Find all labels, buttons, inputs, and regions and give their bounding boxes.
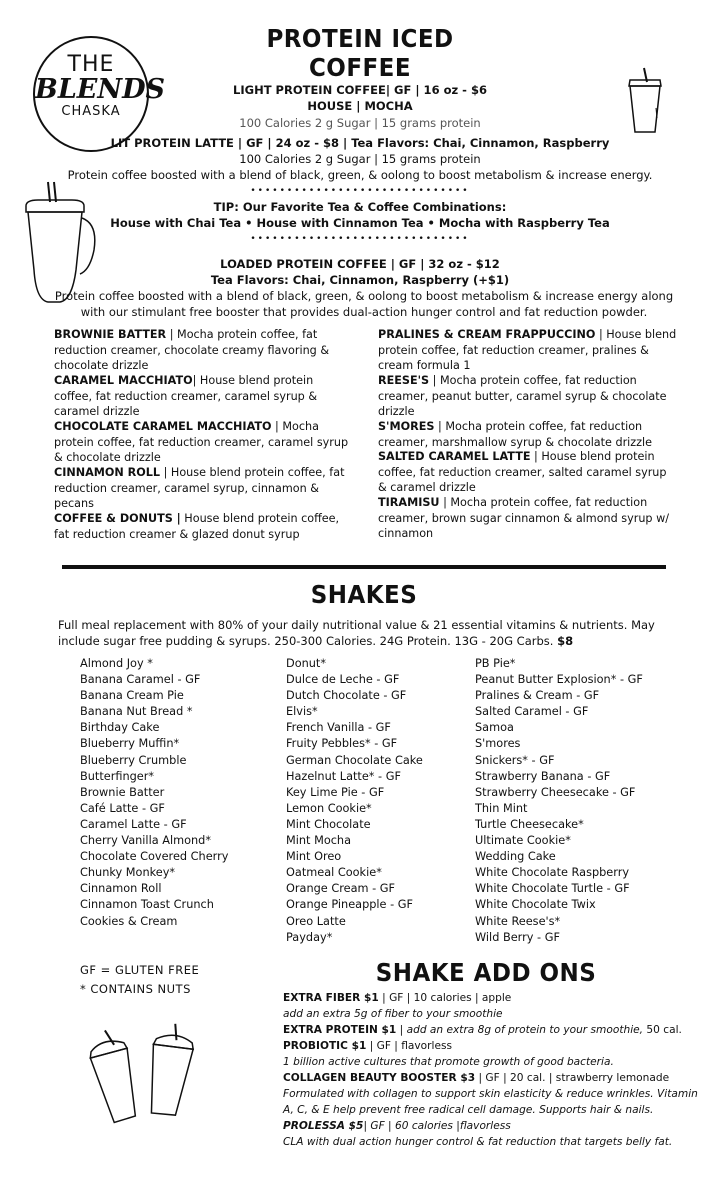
item-name: BROWNIE BATTER: [54, 328, 167, 341]
loaded-item: [378, 373, 678, 419]
item-desc: | House blend protein coffee, fat reduction creamer, caramel syrup & caramel drizzle: [54, 374, 318, 419]
loaded-item: [54, 373, 354, 419]
shake-item: Mint Chocolate: [286, 817, 371, 831]
light-heading: LIGHT PROTEIN COFFEE| GF | 16 oz - $6: [233, 83, 487, 97]
lit-heading: LIT PROTEIN LATTE | GF | 24 oz - $8 | Tea Flavors: Chai, Cinnamon, Raspberry: [110, 136, 610, 150]
shake-item: Chocolate Covered Cherry: [80, 850, 229, 864]
item-desc: | Mocha protein coffee, fat reduction creamer, chocolate creamy flavoring & chocolate drizzle: [54, 328, 330, 373]
shake-item: French Vanilla - GF: [286, 721, 391, 735]
logo-middle: BLENDS: [35, 74, 165, 105]
item-desc: | House blend protein coffee, fat reduction creamer, pralines & cream formula 1: [378, 328, 677, 373]
addon-desc-text: Formulated with collagen to support skin elasticity & reduce wrinkles. Vitamin: [283, 1088, 698, 1100]
item-desc: | Mocha protein coffee, fat reduction creamer, peanut butter, caramel syrup & chocolate drizzle: [378, 374, 667, 419]
item-name: COFFEE & DONUTS |: [54, 512, 181, 525]
shake-item: Snickers* - GF: [475, 753, 555, 767]
shake-item: Samoa: [475, 721, 514, 735]
loaded-items-right: [378, 327, 678, 542]
cup-icon-small: [620, 66, 672, 138]
addons-list: [283, 990, 698, 1150]
addons-title: SHAKE ADD ONS: [375, 958, 597, 987]
addon-desc: [283, 1134, 698, 1150]
shake-item: Ultimate Cookie*: [475, 834, 571, 848]
addon-probiotic: [283, 1038, 698, 1054]
shake-item: Banana Nut Bread *: [80, 705, 193, 719]
addon-desc: [283, 1006, 698, 1022]
addon-name: COLLAGEN BEAUTY BOOSTER $3: [283, 1072, 476, 1084]
shake-item: Mint Oreo: [286, 850, 342, 864]
shake-item: Wild Berry - GF: [475, 930, 560, 944]
shake-item: Elvis*: [286, 705, 318, 719]
addon-meta: | GF | 60 calories |flavorless: [363, 1120, 511, 1132]
shake-item: Salted Caramel - GF: [475, 705, 589, 719]
addon-name: PROLESSA $5: [283, 1120, 364, 1132]
item-name: CHOCOLATE CARAMEL MACCHIATO: [54, 420, 272, 433]
page-title: PROTEIN ICED COFFEE: [266, 24, 454, 82]
legend-nuts: * CONTAINS NUTS: [80, 982, 191, 996]
shake-item: White Reese's*: [475, 914, 561, 928]
logo-bottom: CHASKA: [61, 104, 121, 119]
addon-fiber: [283, 990, 698, 1006]
shake-item: Turtle Cheesecake*: [475, 817, 584, 831]
loaded-item: [378, 495, 678, 542]
shake-item: Key Lime Pie - GF: [286, 785, 385, 799]
light-nutrition: 100 Calories 2 g Sugar | 15 grams protein: [239, 116, 481, 130]
item-desc: | Mocha protein coffee, fat reduction creamer, marshmallow syrup & chocolate drizzle: [378, 420, 653, 449]
addon-protein: [283, 1022, 698, 1038]
shake-item: Almond Joy *: [80, 657, 153, 670]
addon-name: EXTRA PROTEIN $1: [283, 1024, 397, 1036]
loaded-item: [54, 511, 354, 542]
item-desc: House blend protein coffee, fat reduction creamer & glazed donut syrup: [54, 512, 340, 541]
shake-item: Strawberry Cheesecake - GF: [475, 785, 636, 799]
shakes-price: $8: [557, 634, 574, 648]
addon-desc-text: A, C, & E help prevent free radical cell damage. Supports hair & nails.: [283, 1104, 654, 1116]
shakes-intro: Full meal replacement with 80% of your daily nutritional value & 21 essential vitamins & nutrients. May: [58, 618, 655, 632]
addon-sep: |: [396, 1024, 407, 1036]
shake-item: Cherry Vanilla Almond*: [80, 834, 211, 848]
shake-item: White Chocolate Twix: [475, 898, 596, 912]
shake-item: Payday*: [286, 930, 333, 944]
shake-item: White Chocolate Raspberry: [475, 866, 630, 880]
addon-desc-text: add an extra 5g of fiber to your smoothie: [283, 1008, 503, 1020]
light-flavors: HOUSE | MOCHA: [307, 99, 413, 113]
two-cups-icon: [82, 1022, 212, 1132]
shakes-column-2: [286, 656, 423, 946]
shake-item: S'mores: [475, 737, 521, 751]
section-divider: [62, 565, 666, 569]
shake-item: Donut*: [286, 657, 327, 670]
addon-desc: [283, 1054, 698, 1070]
shake-item: Caramel Latte - GF: [80, 817, 187, 831]
shake-item: Lemon Cookie*: [286, 801, 372, 815]
loaded-tea: Tea Flavors: Chai, Cinnamon, Raspberry (+$1): [210, 273, 510, 287]
item-desc: | House blend protein coffee, fat reduction creamer, caramel syrup, cinnamon & pecans: [54, 466, 345, 511]
shake-item: Dutch Chocolate - GF: [286, 689, 407, 703]
logo-top: THE: [67, 52, 115, 77]
shake-item: Wedding Cake: [475, 850, 556, 864]
addon-name: EXTRA FIBER $1: [283, 992, 379, 1004]
addon-collagen: [283, 1070, 698, 1086]
item-desc: | Mocha protein coffee, fat reduction creamer, caramel syrup & chocolate drizzle: [54, 420, 349, 465]
addon-meta: 50 cal.: [643, 1024, 682, 1036]
divider-dots: ••••••••••••••••••••••••••••••: [250, 186, 470, 196]
addon-desc-text: CLA with dual action hunger control & fat reduction that targets belly fat.: [283, 1136, 673, 1148]
shake-item: White Chocolate Turtle - GF: [475, 882, 630, 896]
addon-meta: | GF | flavorless: [366, 1040, 453, 1052]
shake-item: Brownie Batter: [80, 785, 165, 799]
shake-item: Orange Pineapple - GF: [286, 898, 414, 912]
loaded-item: [54, 327, 354, 373]
shake-item: Banana Caramel - GF: [80, 673, 201, 687]
addon-desc-text: add an extra 8g of protein to your smoothie,: [406, 1024, 644, 1036]
tip-heading: TIP: Our Favorite Tea & Coffee Combinations:: [213, 200, 507, 214]
shake-item: Fruity Pebbles* - GF: [286, 737, 398, 751]
shake-item: German Chocolate Cake: [286, 753, 423, 767]
item-name: SALTED CARAMEL LATTE: [378, 450, 531, 463]
shake-item: Birthday Cake: [80, 721, 160, 735]
shake-item: Oreo Latte: [286, 914, 346, 928]
loaded-item: [378, 327, 678, 373]
shake-item: Oatmeal Cookie*: [286, 866, 382, 880]
item-name: CARAMEL MACCHIATO: [54, 374, 193, 387]
shake-item: Cinnamon Toast Crunch: [80, 898, 214, 912]
shake-item: PB Pie*: [475, 657, 516, 670]
loaded-description: Protein coffee boosted with a blend of black, green, & oolong to boost metabolism & increase energy along: [54, 289, 674, 303]
shakes-intro: [58, 633, 718, 649]
shakes-intro-text: include sugar free pudding & syrups. 250-300 Calories. 24G Protein. 13G - 20G Carbs.: [58, 634, 554, 648]
shake-item: Blueberry Crumble: [80, 753, 187, 767]
item-name: TIRAMISU: [378, 496, 440, 509]
shake-item: Mint Mocha: [286, 834, 352, 848]
item-desc: | Mocha protein coffee, fat reduction creamer, brown sugar cinnamon & almond syrup w/ cinnamon: [378, 496, 670, 541]
addon-prolessa: [283, 1118, 698, 1134]
shake-item: Strawberry Banana - GF: [475, 769, 611, 783]
addon-name: PROBIOTIC $1: [283, 1040, 367, 1052]
shake-item: Chunky Monkey*: [80, 866, 176, 880]
loaded-description: with our stimulant free booster that provides dual-action hunger control and fat reduction powder.: [80, 305, 648, 319]
shake-item: Cinnamon Roll: [80, 882, 162, 896]
addon-desc: [283, 1086, 698, 1102]
shake-item: Hazelnut Latte* - GF: [286, 769, 401, 783]
divider-dots: ••••••••••••••••••••••••••••••: [250, 234, 470, 244]
shake-item: Café Latte - GF: [80, 801, 165, 815]
lit-nutrition: 100 Calories 2 g Sugar | 15 grams protein: [239, 152, 481, 166]
shake-item: Pralines & Cream - GF: [475, 689, 600, 703]
shake-item: Banana Cream Pie: [80, 689, 184, 703]
addon-meta: | GF | 10 calories | apple: [378, 992, 512, 1004]
addon-desc-text: 1 billion active cultures that promote growth of good bacteria.: [283, 1056, 614, 1068]
legend-gf: GF = GLUTEN FREE: [80, 963, 200, 977]
shake-item: Orange Cream - GF: [286, 882, 396, 896]
loaded-item: [54, 419, 354, 465]
tip-combos: House with Chai Tea • House with Cinnamon Tea • Mocha with Raspberry Tea: [110, 216, 610, 230]
shakes-column-1: [80, 656, 228, 930]
item-name: S'MORES: [378, 420, 435, 433]
loaded-items-left: [54, 327, 354, 542]
item-name: PRALINES & CREAM FRAPPUCCINO: [378, 328, 596, 341]
shake-item: Dulce de Leche - GF: [286, 673, 400, 687]
shake-item: Cookies & Cream: [80, 914, 178, 928]
loaded-heading: LOADED PROTEIN COFFEE | GF | 32 oz - $12: [220, 257, 500, 271]
loaded-item: [378, 419, 678, 449]
item-desc: | House blend protein coffee, fat reduction creamer, salted caramel syrup & caramel drizzle: [378, 450, 667, 495]
shakes-column-3: [475, 656, 643, 946]
addon-desc: [283, 1102, 698, 1118]
shake-item: Butterfinger*: [80, 769, 155, 783]
shake-item: Peanut Butter Explosion* - GF: [475, 673, 643, 687]
item-name: CINNAMON ROLL: [54, 466, 161, 479]
lit-description: Protein coffee boosted with a blend of black, green, & oolong to boost metabolism & increase energy.: [67, 168, 653, 182]
addon-meta: | GF | 20 cal. | strawberry lemonade: [475, 1072, 670, 1084]
shake-item: Blueberry Muffin*: [80, 737, 180, 751]
loaded-item: [378, 449, 678, 495]
shakes-title: SHAKES: [310, 580, 418, 609]
shake-item: Thin Mint: [475, 801, 528, 815]
item-name: REESE'S: [378, 374, 430, 387]
loaded-item: [54, 465, 354, 511]
